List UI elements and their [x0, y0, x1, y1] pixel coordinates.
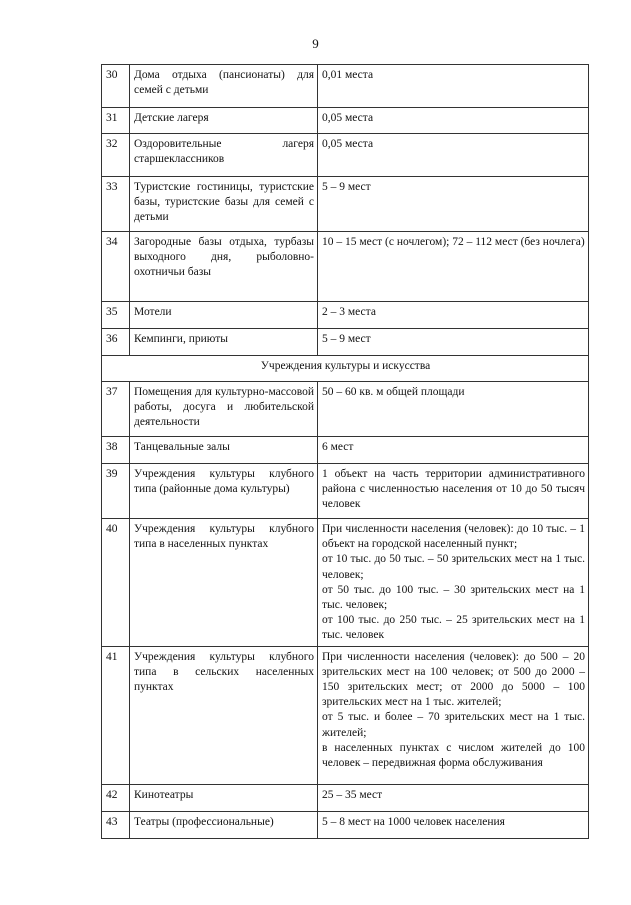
row-number: 37	[102, 382, 130, 437]
norms-table	[101, 64, 589, 839]
norm-value-line: 2 – 3 места	[322, 306, 376, 318]
page-number: 9	[312, 36, 319, 51]
norm-value-line: 50 – 60 кв. м общей площади	[322, 386, 465, 398]
facility-name: Загородные базы отдыха, турбазы выходного дня, рыболовно-охотничьи базы	[130, 232, 318, 302]
norm-value	[318, 108, 589, 134]
row-number: 31	[102, 108, 130, 134]
norm-value-line: 5 – 9 мест	[322, 333, 371, 345]
norm-value	[318, 784, 589, 811]
norm-value	[318, 232, 589, 302]
norm-value-line: от 5 тыс. и более – 70 зрительских мест на 1 тыс. жителей;	[322, 711, 585, 739]
table-row	[102, 329, 589, 356]
facility-name: Учреждения культуры клубного типа в населенных пунктах	[130, 519, 318, 647]
norm-value-line: 6 мест	[322, 441, 354, 453]
table-row	[102, 646, 589, 784]
row-number: 30	[102, 65, 130, 108]
norm-value	[318, 382, 589, 437]
norm-value	[318, 519, 589, 647]
norm-value-line: 5 – 9 мест	[322, 181, 371, 193]
table-row	[102, 382, 589, 437]
table-body-culture	[102, 382, 589, 839]
norm-value	[318, 302, 589, 329]
row-number: 36	[102, 329, 130, 356]
norm-value	[318, 437, 589, 464]
norm-value-line: При численности населения (человек): до 500 – 20 зрительских мест на 100 человек; от 500 до 2000 – 150 зрительских мест; от 2000 до 5000 – 100 зрительских мест на 1 тыс. жителей;	[322, 650, 585, 709]
norm-value	[318, 464, 589, 519]
norm-value-line: 25 – 35 мест	[322, 788, 383, 801]
facility-name: Помещения для культурно-массовой работы, досуга и любительской деятельности	[130, 382, 318, 437]
facility-name: Туристские гостиницы, туристские базы, туристские базы для семей с детьми	[130, 177, 318, 232]
section-title: Учреждения культуры и искусства	[102, 356, 589, 382]
row-number: 35	[102, 302, 130, 329]
table-row	[102, 784, 589, 811]
row-number: 32	[102, 134, 130, 177]
norm-value-line: 5 – 8 мест на 1000 человек населения	[322, 815, 505, 828]
norm-value-line: от 100 тыс. до 250 тыс. – 25 зрительских мест на 1 тыс. человек	[322, 614, 585, 642]
table-row	[102, 811, 589, 838]
facility-name: Дома отдыха (пансионаты) для семей с детьми	[130, 65, 318, 108]
facility-name: Детские лагеря	[130, 108, 318, 134]
norm-value	[318, 177, 589, 232]
table-row	[102, 464, 589, 519]
norm-value	[318, 65, 589, 108]
section-header-group	[102, 356, 589, 382]
facility-name: Театры (профессиональные)	[130, 811, 318, 838]
norm-value-line: 1 объект на часть территории административного района с численностью населения от 10 до 50 тысяч человек	[322, 468, 585, 511]
norm-value-line: 10 – 15 мест (с ночлегом); 72 – 112 мест (без ночлега)	[322, 236, 585, 248]
row-number: 40	[102, 519, 130, 647]
facility-name: Кинотеатры	[130, 784, 318, 811]
row-number: 34	[102, 232, 130, 302]
row-number: 42	[102, 784, 130, 811]
facility-name: Мотели	[130, 302, 318, 329]
row-number: 41	[102, 646, 130, 784]
table-row	[102, 177, 589, 232]
table-row	[102, 232, 589, 302]
norm-value-line: в населенных пунктах с числом жителей до 100 человек – передвижная форма обслуживания	[322, 741, 585, 770]
facility-name: Оздоровительные лагеря старшеклассников	[130, 134, 318, 177]
facility-name: Учреждения культуры клубного типа (районные дома культуры)	[130, 464, 318, 519]
table-row	[102, 519, 589, 647]
facility-name: Танцевальные залы	[130, 437, 318, 464]
norm-value	[318, 811, 589, 838]
facility-name: Учреждения культуры клубного типа в сельских населенных пунктах	[130, 646, 318, 784]
table-row	[102, 437, 589, 464]
table-row	[102, 108, 589, 134]
row-number: 33	[102, 177, 130, 232]
norm-value	[318, 134, 589, 177]
norm-value-line: от 50 тыс. до 100 тыс. – 30 зрительских мест на 1 тыс. человек;	[322, 583, 585, 612]
facility-name: Кемпинги, приюты	[130, 329, 318, 356]
row-number: 43	[102, 811, 130, 838]
table-row	[102, 302, 589, 329]
norm-value-line: 0,01 места	[322, 69, 374, 81]
norm-value-line: от 10 тыс. до 50 тыс. – 50 зрительских мест на 1 тыс. человек;	[322, 553, 585, 581]
norm-value-line: При численности населения (человек): до 10 тыс. – 1 объект на городской населенный пункт;	[322, 523, 585, 551]
norm-value	[318, 646, 589, 784]
norm-value-line: 0,05 места	[322, 112, 374, 124]
row-number: 39	[102, 464, 130, 519]
row-number: 38	[102, 437, 130, 464]
table-row	[102, 65, 589, 108]
norm-value-line: 0,05 места	[322, 138, 374, 150]
section-row	[102, 356, 589, 382]
norm-value	[318, 329, 589, 356]
table-body-recreation	[102, 65, 589, 356]
table-row	[102, 134, 589, 177]
